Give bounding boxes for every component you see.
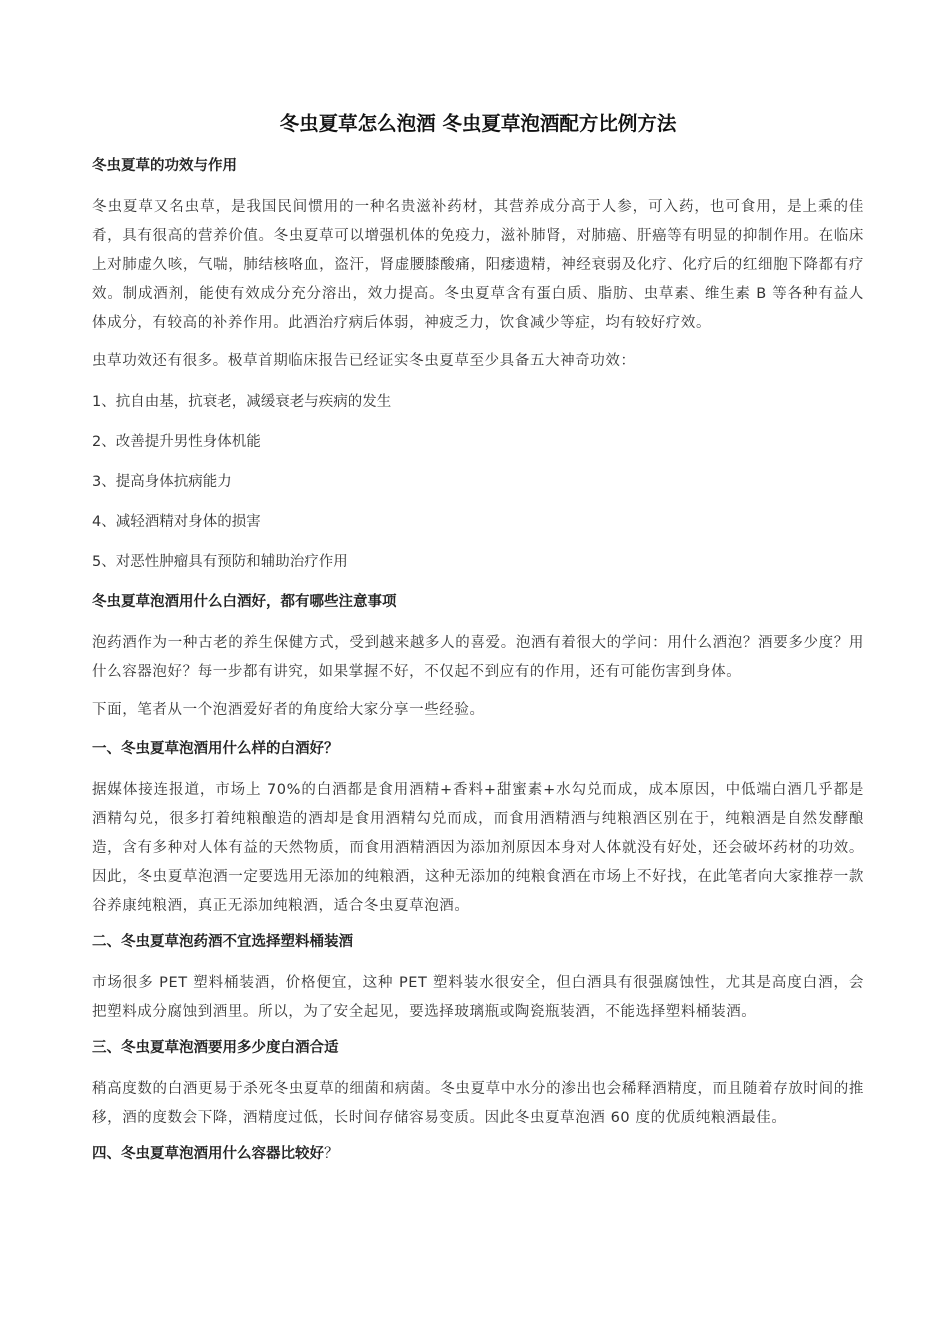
document-page — [92, 110, 864, 1181]
list-item: 2、改善提升男性身体机能 — [92, 434, 261, 450]
paragraph-efficacy-list-intro: 虫草功效还有很多。极草首期临床报告已经证实冬虫夏草至少具备五大神奇功效： — [92, 353, 636, 369]
paragraph-q3: 稍高度数的白酒更易于杀死冬虫夏草的细菌和病菌。冬虫夏草中水分的渗出也会稀释酒精度，而且随着存放时间的推移，酒的度数会下降，酒精度过低，长时间存储容易变质。因此冬虫夏草泡酒 60 度的优质纯粮酒最佳。 — [92, 1081, 864, 1126]
paragraph-liquor-intro: 泡药酒作为一种古老的养生保健方式，受到越来越多人的喜爱。泡酒有着很大的学问：用什么酒泡？酒要多少度？用什么容器泡好？每一步都有讲究，如果掌握不好，不仅起不到应有的作用，还有可能伤害到身体。 — [92, 635, 864, 680]
heading-efficacy: 冬虫夏草的功效与作用 — [92, 158, 237, 174]
list-item: 1、抗自由基，抗衰老，减缓衰老与疾病的发生 — [92, 394, 392, 410]
heading-q4 — [92, 1142, 864, 1166]
heading-liquor: 冬虫夏草泡酒用什么白酒好，都有哪些注意事项 — [92, 594, 397, 610]
paragraph-efficacy-intro: 冬虫夏草又名虫草，是我国民间惯用的一种名贵滋补药材，其营养成分高于人参，可入药，也可食用，是上乘的佳肴，具有很高的营养价值。冬虫夏草可以增强机体的免疫力，滋补肺肾，对肺癌、肝癌等有明显的抑制作用。在临床上对肺虚久咳，气喘，肺结核咯血，盗汗，肾虚腰膝酸痛，阳痿遗精，神经衰弱及化疗、化疗后的红细胞下降都有疗效。制成酒剂，能使有效成分充分溶出，效力提高。冬虫夏草含有蛋白质、脂肪、虫草素、维生素 B 等各种有益人体成分，有较高的补养作用。此酒治疗病后体弱，神疲乏力，饮食减少等症，均有较好疗效。 — [92, 199, 864, 331]
paragraph-q2: 市场很多 PET 塑料桶装酒，价格便宜，这种 PET 塑料装水很安全，但白酒具有很强腐蚀性，尤其是高度白酒，会把塑料成分腐蚀到酒里。所以，为了安全起见，要选择玻璃瓶或陶瓷瓶装酒，不能选择塑料桶装酒。 — [92, 975, 864, 1020]
paragraph-q1: 据媒体接连报道，市场上 70%的白酒都是食用酒精+香料+甜蜜素+水勾兑而成，成本原因，中低端白酒几乎都是酒精勾兑，很多打着纯粮酿造的酒却是食用酒精勾兑而成，而食用酒精酒与纯粮酒区别在于，纯粮酒是自然发酵酿造，含有多种对人体有益的天然物质，而食用酒精酒因为添加剂原因本身对人体就没有好处，还会破坏药材的功效。因此，冬虫夏草泡酒一定要选用无添加的纯粮酒，这种无添加的纯粮食酒在市场上不好找，在此笔者向大家推荐一款谷养康纯粮酒，真正无添加纯粮酒，适合冬虫夏草泡酒。 — [92, 782, 864, 914]
heading-q3: 三、冬虫夏草泡酒要用多少度白酒合适 — [92, 1040, 339, 1056]
heading-q2: 二、冬虫夏草泡药酒不宜选择塑料桶装酒 — [92, 934, 353, 950]
paragraph-liquor-share: 下面，笔者从一个泡酒爱好者的角度给大家分享一些经验。 — [92, 702, 485, 718]
list-item: 3、提高身体抗病能力 — [92, 474, 232, 490]
heading-q1: 一、冬虫夏草泡酒用什么样的白酒好？ — [92, 741, 339, 757]
heading-q4-text: 四、冬虫夏草泡酒用什么容器比较好 — [92, 1146, 324, 1162]
list-item: 5、对恶性肿瘤具有预防和辅助治疗作用 — [92, 554, 348, 570]
list-item: 4、减轻酒精对身体的损害 — [92, 514, 261, 530]
heading-q4-question-mark: ？ — [324, 1146, 339, 1162]
document-title: 冬虫夏草怎么泡酒 冬虫夏草泡酒配方比例方法 — [279, 112, 677, 135]
